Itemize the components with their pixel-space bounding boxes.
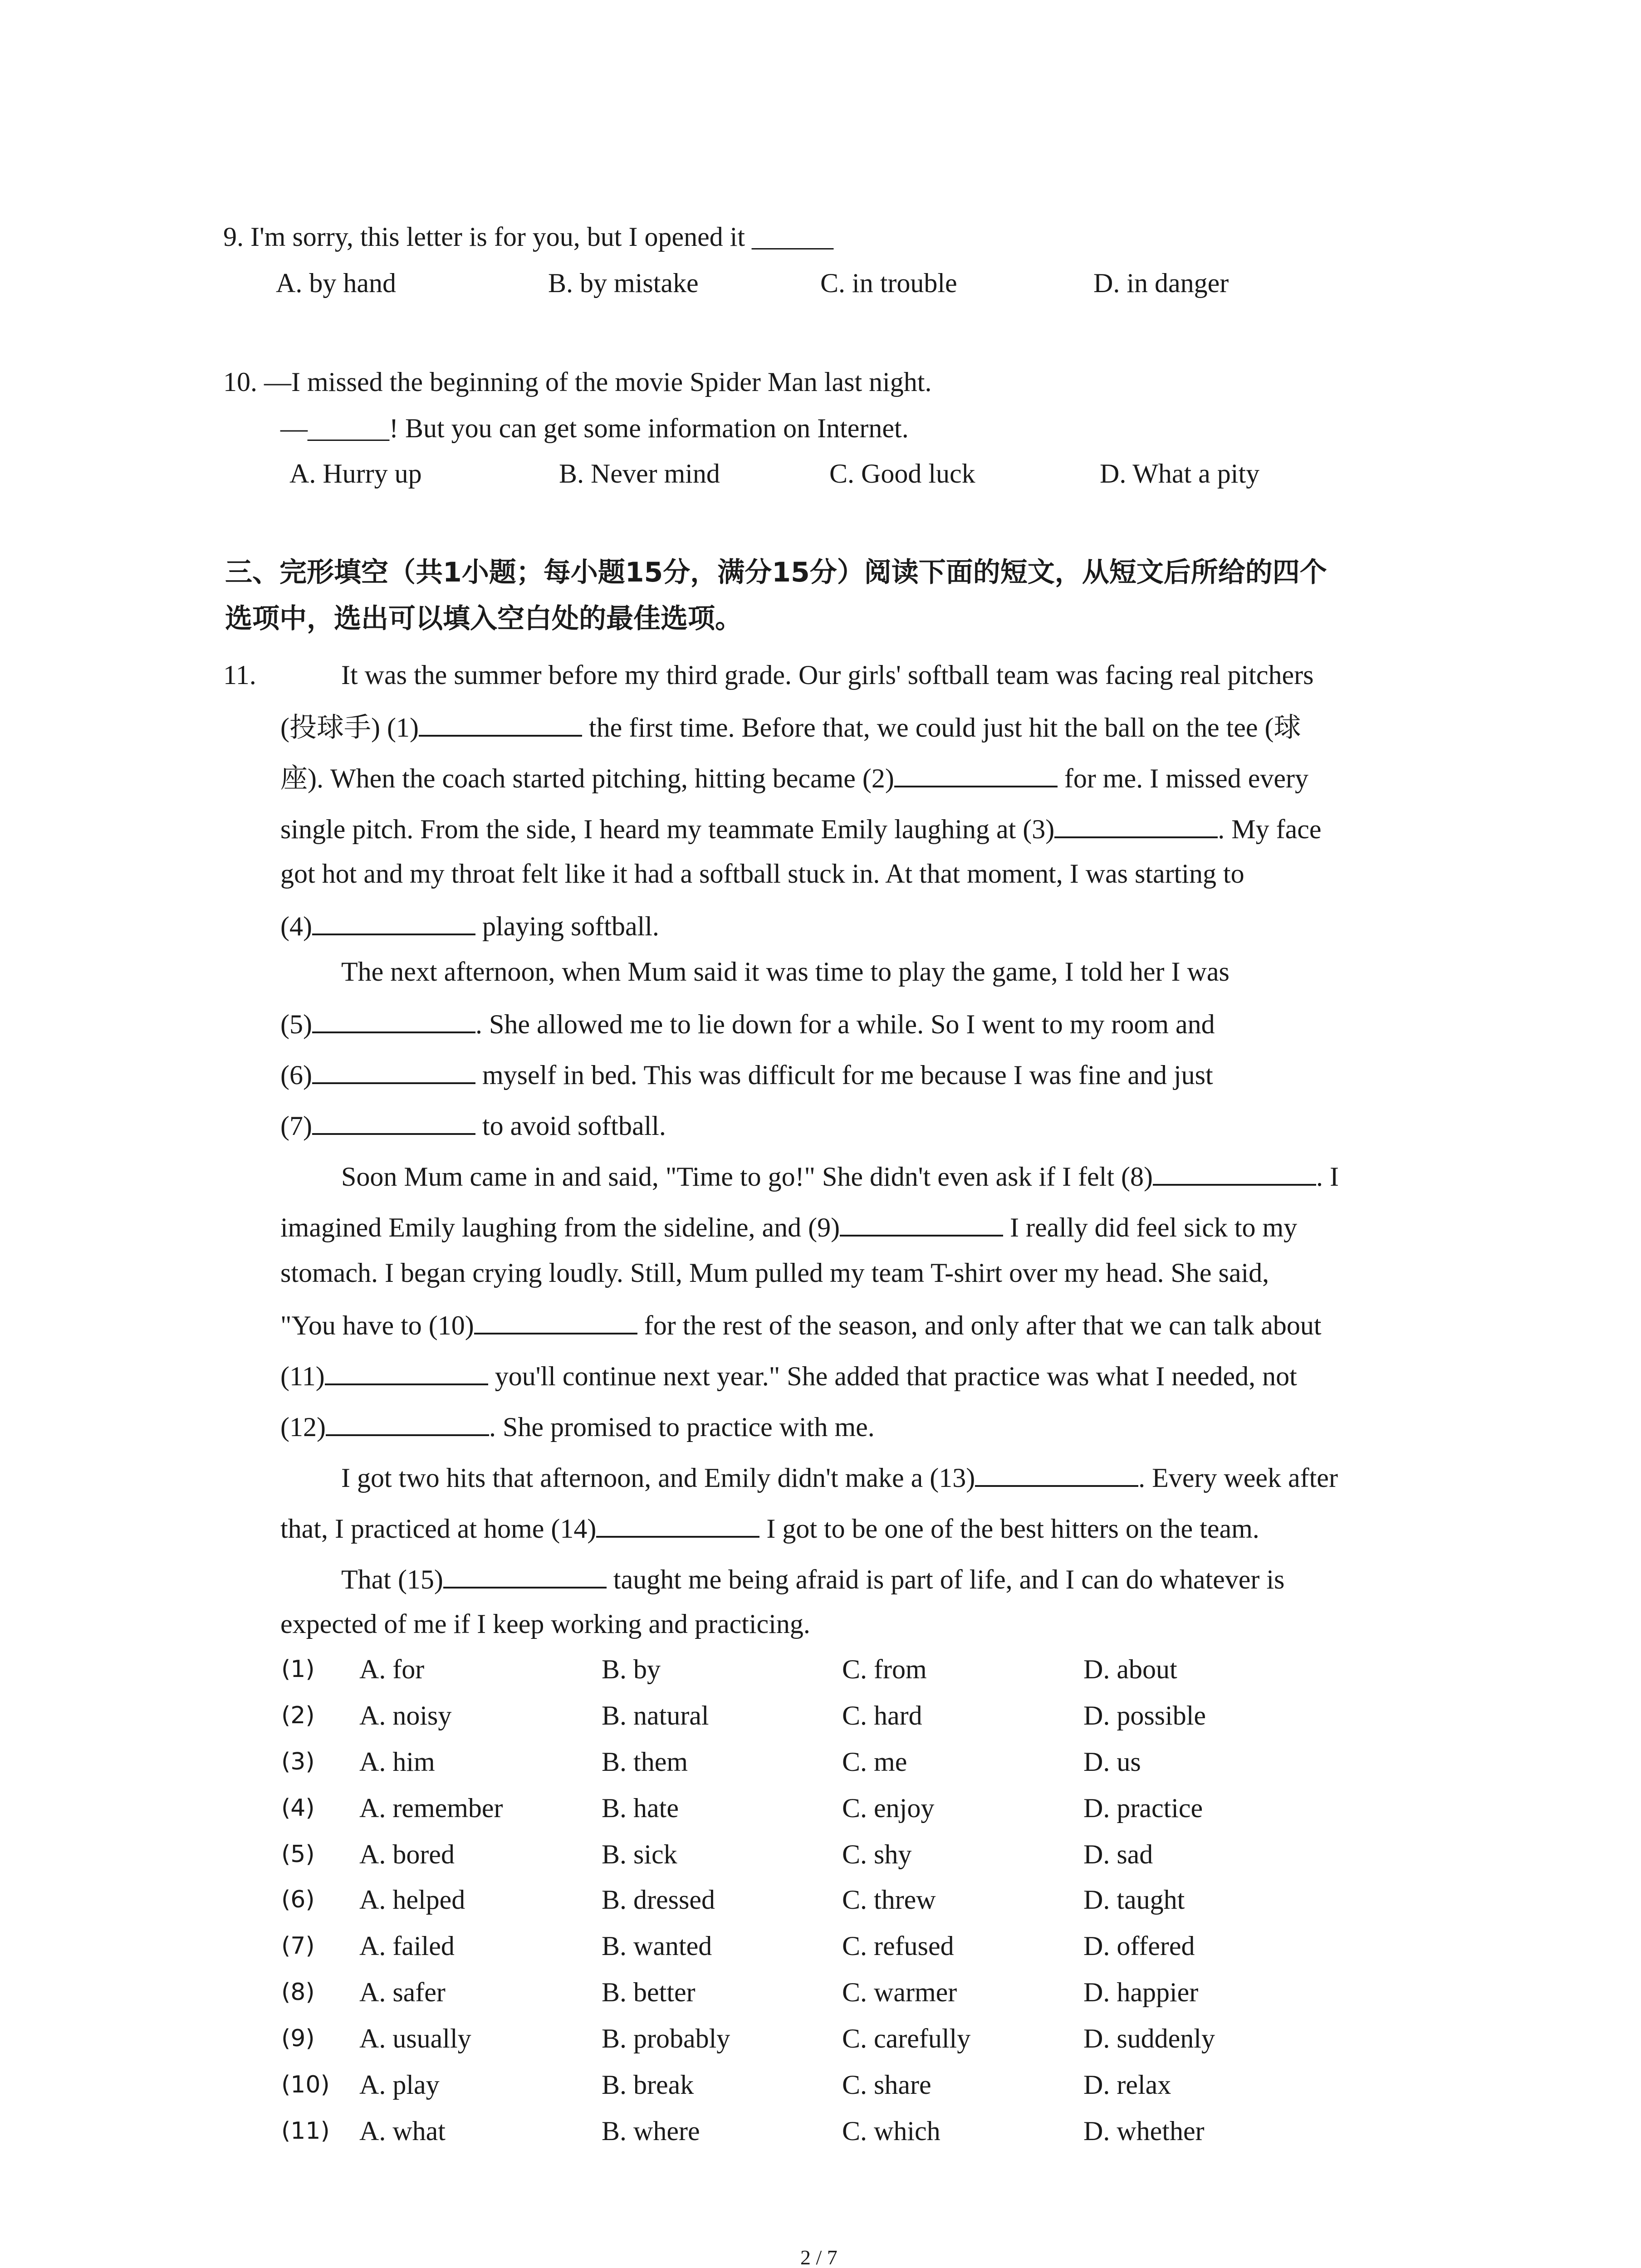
- answer-blank: [975, 1462, 1138, 1487]
- passage-line: I got two hits that afternoon, and Emily didn't make a (13) . Every week after: [341, 1463, 1338, 1493]
- option-d: D. happier: [1083, 1977, 1199, 2007]
- answer-blank: [443, 1564, 607, 1589]
- option-row-number: (1): [281, 1656, 315, 1683]
- option-c: C. from: [842, 1654, 927, 1684]
- passage-line: "You have to (10) for the rest of the season, and only after that we can talk about: [280, 1310, 1322, 1340]
- page-number: 2 / 7: [800, 2246, 838, 2268]
- option-c: C. enjoy: [842, 1793, 935, 1823]
- answer-blank: [894, 763, 1058, 787]
- passage-line: 座). When the coach started pitching, hitting became (2) for me. I missed every: [280, 763, 1308, 793]
- q10-line2: —______! But you can get some information on Internet.: [280, 413, 909, 443]
- q10-option-b: B. Never mind: [559, 459, 720, 489]
- option-b: B. where: [602, 2116, 700, 2146]
- passage-line: (5) . She allowed me to lie down for a while. So I went to my room and: [280, 1009, 1215, 1039]
- answer-blank: [419, 712, 582, 737]
- option-d: D. taught: [1083, 1885, 1185, 1915]
- option-a: A. what: [359, 2116, 446, 2146]
- passage-line: imagined Emily laughing from the sideline, and (9) I really did feel sick to my: [280, 1212, 1298, 1242]
- option-d: D. suddenly: [1083, 2024, 1215, 2053]
- q9-option-a: A. by hand: [276, 268, 396, 298]
- option-a: A. him: [359, 1747, 435, 1777]
- answer-blank: [312, 911, 475, 935]
- q9-stem: 9. I'm sorry, this letter is for you, but I opened it ______: [223, 222, 834, 252]
- option-row-number: (3): [281, 1748, 315, 1775]
- q10-option-a: A. Hurry up: [289, 459, 422, 489]
- option-c: C. carefully: [842, 2024, 971, 2053]
- option-b: B. sick: [602, 1839, 677, 1869]
- option-d: D. about: [1083, 1654, 1177, 1684]
- option-row-number: (6): [281, 1886, 315, 1913]
- passage-line: (4) playing softball.: [280, 911, 659, 941]
- passage-line: got hot and my throat felt like it had a softball stuck in. At that moment, I was starting to: [280, 859, 1244, 889]
- option-b: B. dressed: [602, 1885, 715, 1915]
- passage-line: The next afternoon, when Mum said it was time to play the game, I told her I was: [341, 957, 1230, 987]
- option-d: D. possible: [1083, 1701, 1206, 1730]
- option-a: A. safer: [359, 1977, 446, 2007]
- q10-line1: 10. —I missed the beginning of the movie Spider Man last night.: [223, 367, 932, 397]
- option-c: C. shy: [842, 1839, 912, 1869]
- option-row-number: (8): [281, 1979, 315, 2006]
- answer-blank: [326, 1412, 489, 1436]
- option-row-number: (11): [281, 2117, 330, 2145]
- option-d: D. offered: [1083, 1931, 1195, 1961]
- passage-line: It was the summer before my third grade. Our girls' softball team was facing real pitchers: [341, 660, 1314, 690]
- passage-line: stomach. I began crying loudly. Still, Mum pulled my team T-shirt over my head. She said,: [280, 1258, 1269, 1288]
- option-a: A. noisy: [359, 1701, 452, 1730]
- option-c: C. hard: [842, 1701, 922, 1730]
- answer-blank: [474, 1310, 637, 1334]
- option-a: A. bored: [359, 1839, 455, 1869]
- passage-line: (11) you'll continue next year." She added that practice was what I needed, not: [280, 1361, 1297, 1391]
- q9-option-d: D. in danger: [1093, 268, 1229, 298]
- section-heading-line1: 三、完形填空（共1小题；每小题15分，满分15分）阅读下面的短文，从短文后所给的四个: [225, 557, 1327, 588]
- option-b: B. them: [602, 1747, 688, 1777]
- passage-line: That (15) taught me being afraid is part of life, and I can do whatever is: [341, 1564, 1285, 1594]
- option-c: C. refused: [842, 1931, 954, 1961]
- option-row-number: (9): [281, 2025, 315, 2052]
- option-a: A. remember: [359, 1793, 503, 1823]
- option-c: C. which: [842, 2116, 941, 2146]
- q10-option-d: D. What a pity: [1100, 459, 1260, 489]
- option-a: A. for: [359, 1654, 425, 1684]
- answer-blank: [312, 1009, 475, 1033]
- passage-line: (7) to avoid softball.: [280, 1111, 666, 1141]
- option-b: B. hate: [602, 1793, 679, 1823]
- passage-line: expected of me if I keep working and practicing.: [280, 1609, 810, 1639]
- option-b: B. wanted: [602, 1931, 712, 1961]
- option-d: D. practice: [1083, 1793, 1203, 1823]
- passage-line: single pitch. From the side, I heard my teammate Emily laughing at (3) . My face: [280, 814, 1322, 844]
- option-a: A. play: [359, 2070, 440, 2100]
- passage-line: (投球手) (1) the first time. Before that, we could just hit the ball on the tee (球: [280, 713, 1301, 743]
- option-b: B. better: [602, 1977, 696, 2007]
- option-d: D. us: [1083, 1747, 1141, 1777]
- option-a: A. failed: [359, 1931, 455, 1961]
- section-heading-line2: 选项中，选出可以填入空白处的最佳选项。: [225, 603, 742, 635]
- answer-blank: [1153, 1161, 1316, 1186]
- passage-line: that, I practiced at home (14) I got to be one of the best hitters on the team.: [280, 1514, 1259, 1544]
- option-c: C. me: [842, 1747, 907, 1777]
- option-c: C. share: [842, 2070, 931, 2100]
- option-row-number: (2): [281, 1702, 315, 1729]
- q9-option-c: C. in trouble: [820, 268, 957, 298]
- option-b: B. by: [602, 1654, 661, 1684]
- option-c: C. warmer: [842, 1977, 957, 2007]
- passage-line: (6) myself in bed. This was difficult for me because I was fine and just: [280, 1060, 1213, 1090]
- answer-blank: [312, 1060, 475, 1084]
- option-d: D. relax: [1083, 2070, 1171, 2100]
- option-a: A. helped: [359, 1885, 465, 1915]
- option-d: D. whether: [1083, 2116, 1205, 2146]
- option-a: A. usually: [359, 2024, 471, 2053]
- q11-number: 11.: [223, 660, 256, 690]
- option-c: C. threw: [842, 1885, 936, 1915]
- q9-option-b: B. by mistake: [548, 268, 699, 298]
- option-b: B. probably: [602, 2024, 730, 2053]
- answer-blank: [840, 1212, 1003, 1237]
- option-row-number: (4): [281, 1794, 315, 1822]
- option-b: B. natural: [602, 1701, 709, 1730]
- passage-line: Soon Mum came in and said, "Time to go!" She didn't even ask if I felt (8) . I: [341, 1162, 1339, 1192]
- option-d: D. sad: [1083, 1839, 1153, 1869]
- passage-line: (12) . She promised to practice with me.: [280, 1412, 875, 1442]
- option-row-number: (7): [281, 1932, 315, 1960]
- option-row-number: (10): [281, 2071, 330, 2098]
- option-b: B. break: [602, 2070, 694, 2100]
- q10-option-c: C. Good luck: [829, 459, 975, 489]
- answer-blank: [1054, 814, 1218, 838]
- option-row-number: (5): [281, 1841, 315, 1868]
- answer-blank: [312, 1110, 475, 1135]
- answer-blank: [596, 1513, 759, 1538]
- answer-blank: [325, 1361, 488, 1385]
